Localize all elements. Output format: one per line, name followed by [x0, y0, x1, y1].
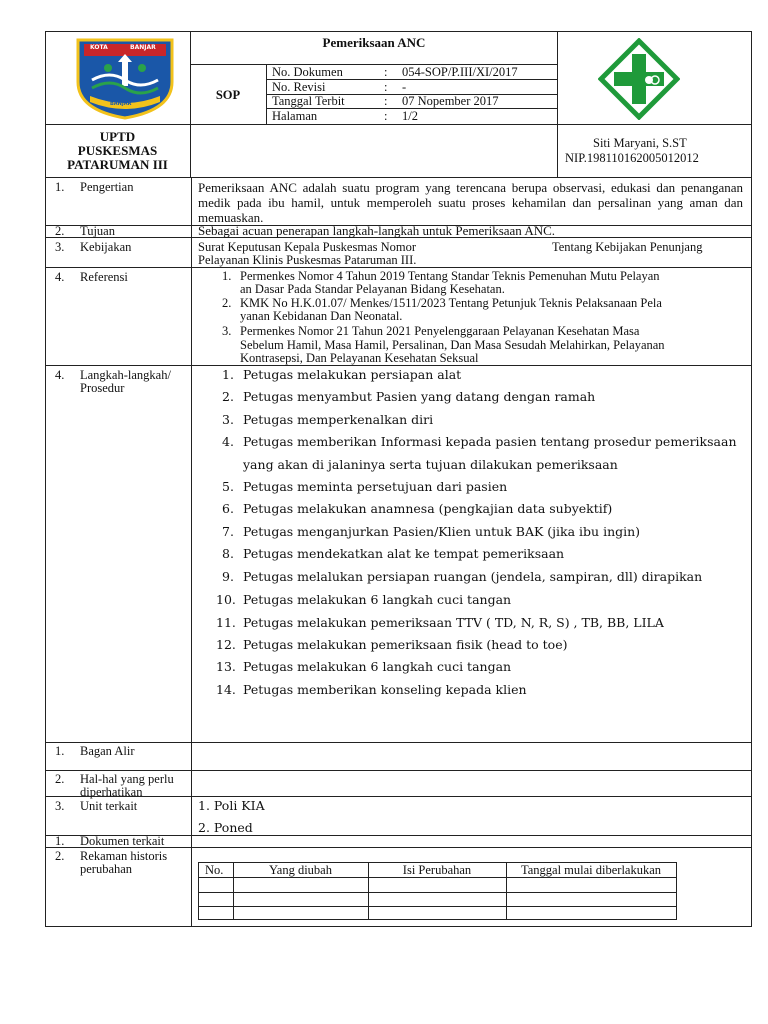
row-label: diperhatikan	[80, 785, 143, 799]
row-number: 3.	[55, 799, 65, 813]
step-text: Petugas meminta persetujuan dari pasien	[243, 479, 508, 494]
signer-nip: NIP.198110162005012012	[565, 151, 699, 165]
row-number: 3.	[55, 240, 65, 254]
row-number: 2.	[55, 772, 65, 786]
crest-text-left: KOTA	[90, 44, 108, 51]
row-number: 4.	[55, 270, 65, 284]
row-number: 2.	[55, 849, 65, 863]
meta-sep: :	[384, 80, 388, 94]
step-number: 11.	[216, 615, 236, 630]
org-line-3: PATARUMAN III	[67, 157, 168, 172]
step-text: Petugas melalukan persiapan ruangan (jendela, sampiran, dll) dirapikan	[243, 569, 703, 584]
reference-number: 1.	[222, 269, 232, 283]
step-text: Petugas melakukan 6 langkah cuci tangan	[243, 659, 512, 674]
meta-value-issue-date: 07 Nopember 2017	[402, 94, 499, 108]
step-text: Petugas melakukan persiapan alat	[243, 367, 462, 382]
row-label: Tujuan	[80, 224, 115, 238]
policy-text: Surat Keputusan Kepala Puskesmas Nomor	[198, 240, 417, 254]
meta-sep: :	[384, 109, 388, 123]
step-text: Petugas melakukan anamnesa (pengkajian data subyektif)	[243, 501, 613, 516]
step-text: Petugas melakukan pemeriksaan TTV ( TD, N, R, S) , TB, BB, LILA	[243, 615, 664, 630]
meta-label: Halaman	[272, 109, 318, 123]
meta-label: No. Revisi	[272, 80, 326, 94]
crest-text-bottom: BANJAR	[110, 101, 132, 107]
meta-sep: :	[384, 94, 388, 108]
policy-text: Pelayanan Klinis Puskesmas Pataruman III.	[198, 253, 417, 267]
reference-line: Permenkes Nomor 21 Tahun 2021 Penyelenggaraan Pelayanan Kesehatan Masa	[240, 324, 640, 338]
meta-label: Tanggal Terbit	[272, 94, 345, 108]
city-crest-logo	[70, 36, 180, 120]
row-label: Bagan Alir	[80, 744, 135, 758]
step-text: yang akan di jalaninya serta tujuan dilakukan pemeriksaan	[243, 457, 618, 472]
row-number: 1.	[55, 834, 65, 848]
row-number: 1.	[55, 180, 65, 194]
step-number: 13.	[216, 659, 236, 674]
purpose-text: Sebagai acuan penerapan langkah-langkah untuk Pemeriksaan ANC.	[198, 223, 556, 238]
step-number: 9.	[222, 569, 234, 584]
reference-number: 3.	[222, 324, 232, 338]
reference-line: Permenkes Nomor 4 Tahun 2019 Tentang Standar Teknis Pemenuhan Mutu Pelayan	[240, 269, 660, 283]
reference-line: Sebelum Hamil, Masa Hamil, Persalinan, Dan Masa Sesudah Melahirkan, Pelayanan	[240, 338, 665, 352]
row-label: Langkah-langkah/	[80, 368, 171, 382]
org-line-2: PUSKESMAS	[77, 143, 158, 158]
meta-value-doc-number: 054-SOP/P.III/XI/2017	[402, 65, 518, 79]
related-unit: 1. Poli KIA	[198, 798, 265, 813]
puskesmas-logo	[598, 38, 680, 120]
history-col-header: Isi Perubahan	[402, 863, 472, 877]
row-label: Prosedur	[80, 381, 125, 395]
reference-line: yanan Kebidanan Dan Neonatal.	[240, 309, 403, 323]
step-text: Petugas memberikan konseling kepada klien	[243, 682, 527, 697]
step-number: 12.	[216, 637, 236, 652]
definition-text: Pemeriksaan ANC adalah suatu program yang terencana berupa observasi, edukasi dan penanganan medik pada ibu hamil, untuk memperoleh suatu proses kehamilan dan persalinan yang aman dan memuaskan.	[198, 180, 743, 225]
row-label: perubahan	[80, 862, 133, 876]
meta-value-revision: -	[402, 80, 407, 94]
history-col-header: Yang diubah	[269, 863, 332, 877]
reference-line: Kontrasepsi, Dan Pelayanan Kesehatan Seksual	[240, 351, 479, 365]
row-number: 1.	[55, 744, 65, 758]
signer-name: Siti Maryani, S.ST	[593, 136, 687, 150]
reference-line: KMK No H.K.01.07/ Menkes/1511/2023 Tentang Petunjuk Teknis Pelaksanaan Pela	[240, 296, 662, 310]
step-number: 14.	[216, 682, 236, 697]
history-col-header: Tanggal mulai diberlakukan	[520, 863, 662, 877]
history-col-header: No.	[205, 863, 224, 877]
row-label: Unit terkait	[80, 799, 138, 813]
step-text: Petugas menganjurkan Pasien/Klien untuk BAK (jika ibu ingin)	[243, 524, 641, 539]
step-text: Petugas memberikan Informasi kepada pasien tentang prosedur pemeriksaan	[243, 434, 737, 449]
step-number: 8.	[222, 546, 234, 561]
row-label: Dokumen terkait	[80, 834, 165, 848]
row-label: Hal-hal yang perlu	[80, 772, 174, 786]
step-number: 4.	[222, 434, 234, 449]
sop-label: SOP	[215, 88, 241, 102]
row-label: Rekaman historis	[80, 849, 168, 863]
row-label: Kebijakan	[80, 240, 132, 254]
meta-sep: :	[384, 65, 388, 79]
meta-label: No. Dokumen	[272, 65, 343, 79]
step-number: 10.	[216, 592, 236, 607]
row-number: 4.	[55, 368, 65, 382]
related-unit: 2. Poned	[198, 820, 253, 835]
crest-text-right: BANJAR	[130, 44, 156, 51]
step-text: Petugas mendekatkan alat ke tempat pemeriksaan	[243, 546, 565, 561]
step-text: Petugas melakukan 6 langkah cuci tangan	[243, 592, 512, 607]
row-label: Pengertian	[80, 180, 134, 194]
step-number: 2.	[222, 389, 234, 404]
step-text: Petugas memperkenalkan diri	[243, 412, 434, 427]
document-title: Pemeriksaan ANC	[322, 35, 426, 50]
row-number: 2.	[55, 224, 65, 238]
org-line-1: UPTD	[99, 129, 136, 144]
step-text: Petugas melakukan pemeriksaan fisik (head to toe)	[243, 637, 568, 652]
step-number: 7.	[222, 524, 234, 539]
meta-value-page: 1/2	[402, 109, 418, 123]
step-number: 5.	[222, 479, 234, 494]
step-number: 1.	[222, 367, 234, 382]
reference-number: 2.	[222, 296, 232, 310]
policy-text: Tentang Kebijakan Penunjang	[552, 240, 703, 254]
step-number: 6.	[222, 501, 234, 516]
row-label: Referensi	[80, 270, 128, 284]
reference-line: an Dasar Pada Standar Pelayanan Bidang Kesehatan.	[240, 282, 505, 296]
step-text: Petugas menyambut Pasien yang datang dengan ramah	[243, 389, 596, 404]
step-number: 3.	[222, 412, 234, 427]
